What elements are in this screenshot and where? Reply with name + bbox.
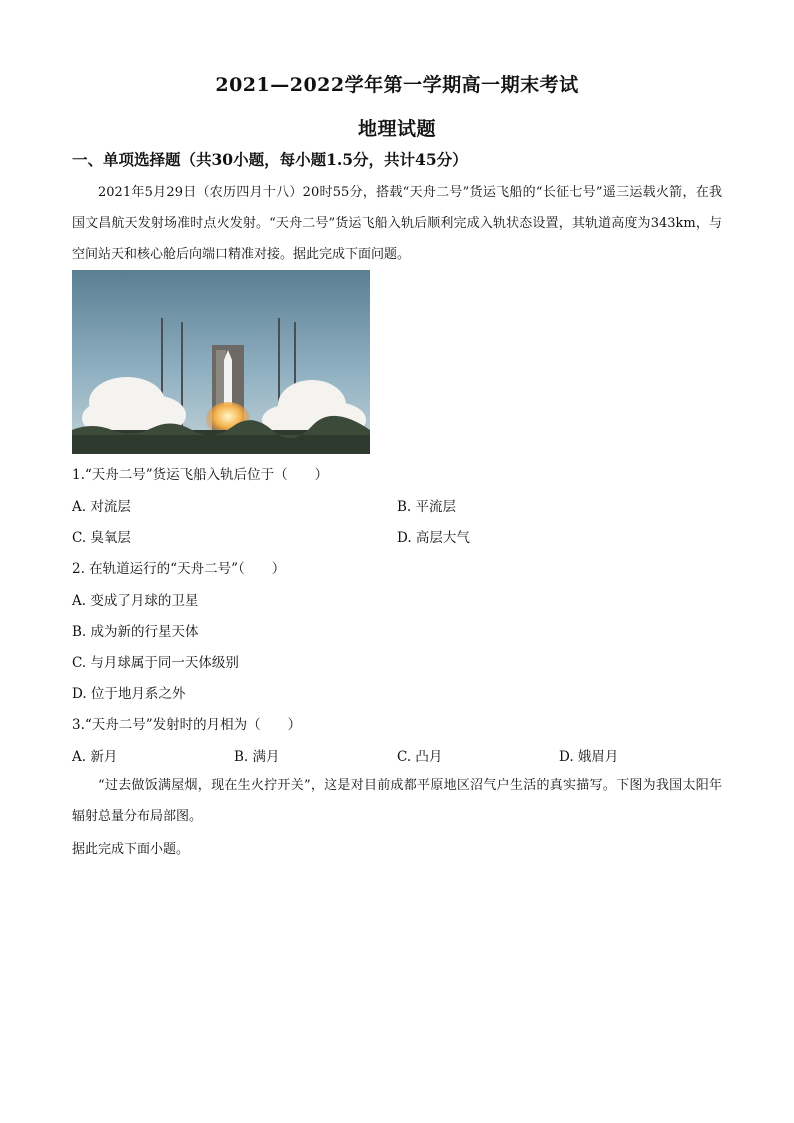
- exam-title: 2021—2022学年第一学期高一期末考试: [215, 74, 579, 96]
- question-3-option-c: C. 凸月: [397, 749, 443, 765]
- question-1-option-c: C. 臭氧层: [72, 530, 131, 546]
- question-1-option-a: A. 对流层: [72, 499, 131, 515]
- exam-subject: 地理试题: [357, 118, 436, 140]
- question-1-stem: 1.“天舟二号”货运飞船入轨后位于（ ）: [72, 467, 329, 483]
- question-3-option-b: B. 满月: [234, 749, 280, 765]
- question-3-option-d: D. 娥眉月: [559, 749, 619, 765]
- section-heading: 一、单项选择题（共30小题，每小题1.5分，共计45分）: [72, 150, 468, 169]
- passage-1: 2021年5月29日（农历四月十八）20时55分，搭载“天舟二号”货运飞船的“长征七号”遥三运载火箭，在我国文昌航天发射场准时点火发射。“天舟二号”货运飞船入轨后顺利完成入轨状态设置，其轨道高度为343km，与空间站天和核心舱后向端口精准对接。据此完成下面问题。: [72, 185, 722, 262]
- question-1-option-d: D. 高层大气: [397, 530, 470, 546]
- instruction-2: 据此完成下面小题。: [72, 842, 190, 857]
- question-2-option-a: A. 变成了月球的卫星: [72, 593, 199, 609]
- rocket-launch-photo: [72, 270, 370, 454]
- question-2-stem: 2. 在轨道运行的“天舟二号”（ ）: [72, 561, 286, 577]
- question-2-option-c: C. 与月球属于同一天体级别: [72, 655, 239, 671]
- question-2-option-b: B. 成为新的行星天体: [72, 624, 199, 640]
- question-2-option-d: D. 位于地月系之外: [72, 686, 186, 702]
- question-3-option-a: A. 新月: [72, 749, 118, 765]
- passage-2: “过去做饭满屋烟，现在生火拧开关”，这是对目前成都平原地区沼气户生活的真实描写。下图为我国太阳年辐射总量分布局部图。: [72, 778, 722, 824]
- question-3-stem: 3.“天舟二号”发射时的月相为（ ）: [72, 717, 302, 733]
- question-1-option-b: B. 平流层: [397, 499, 457, 515]
